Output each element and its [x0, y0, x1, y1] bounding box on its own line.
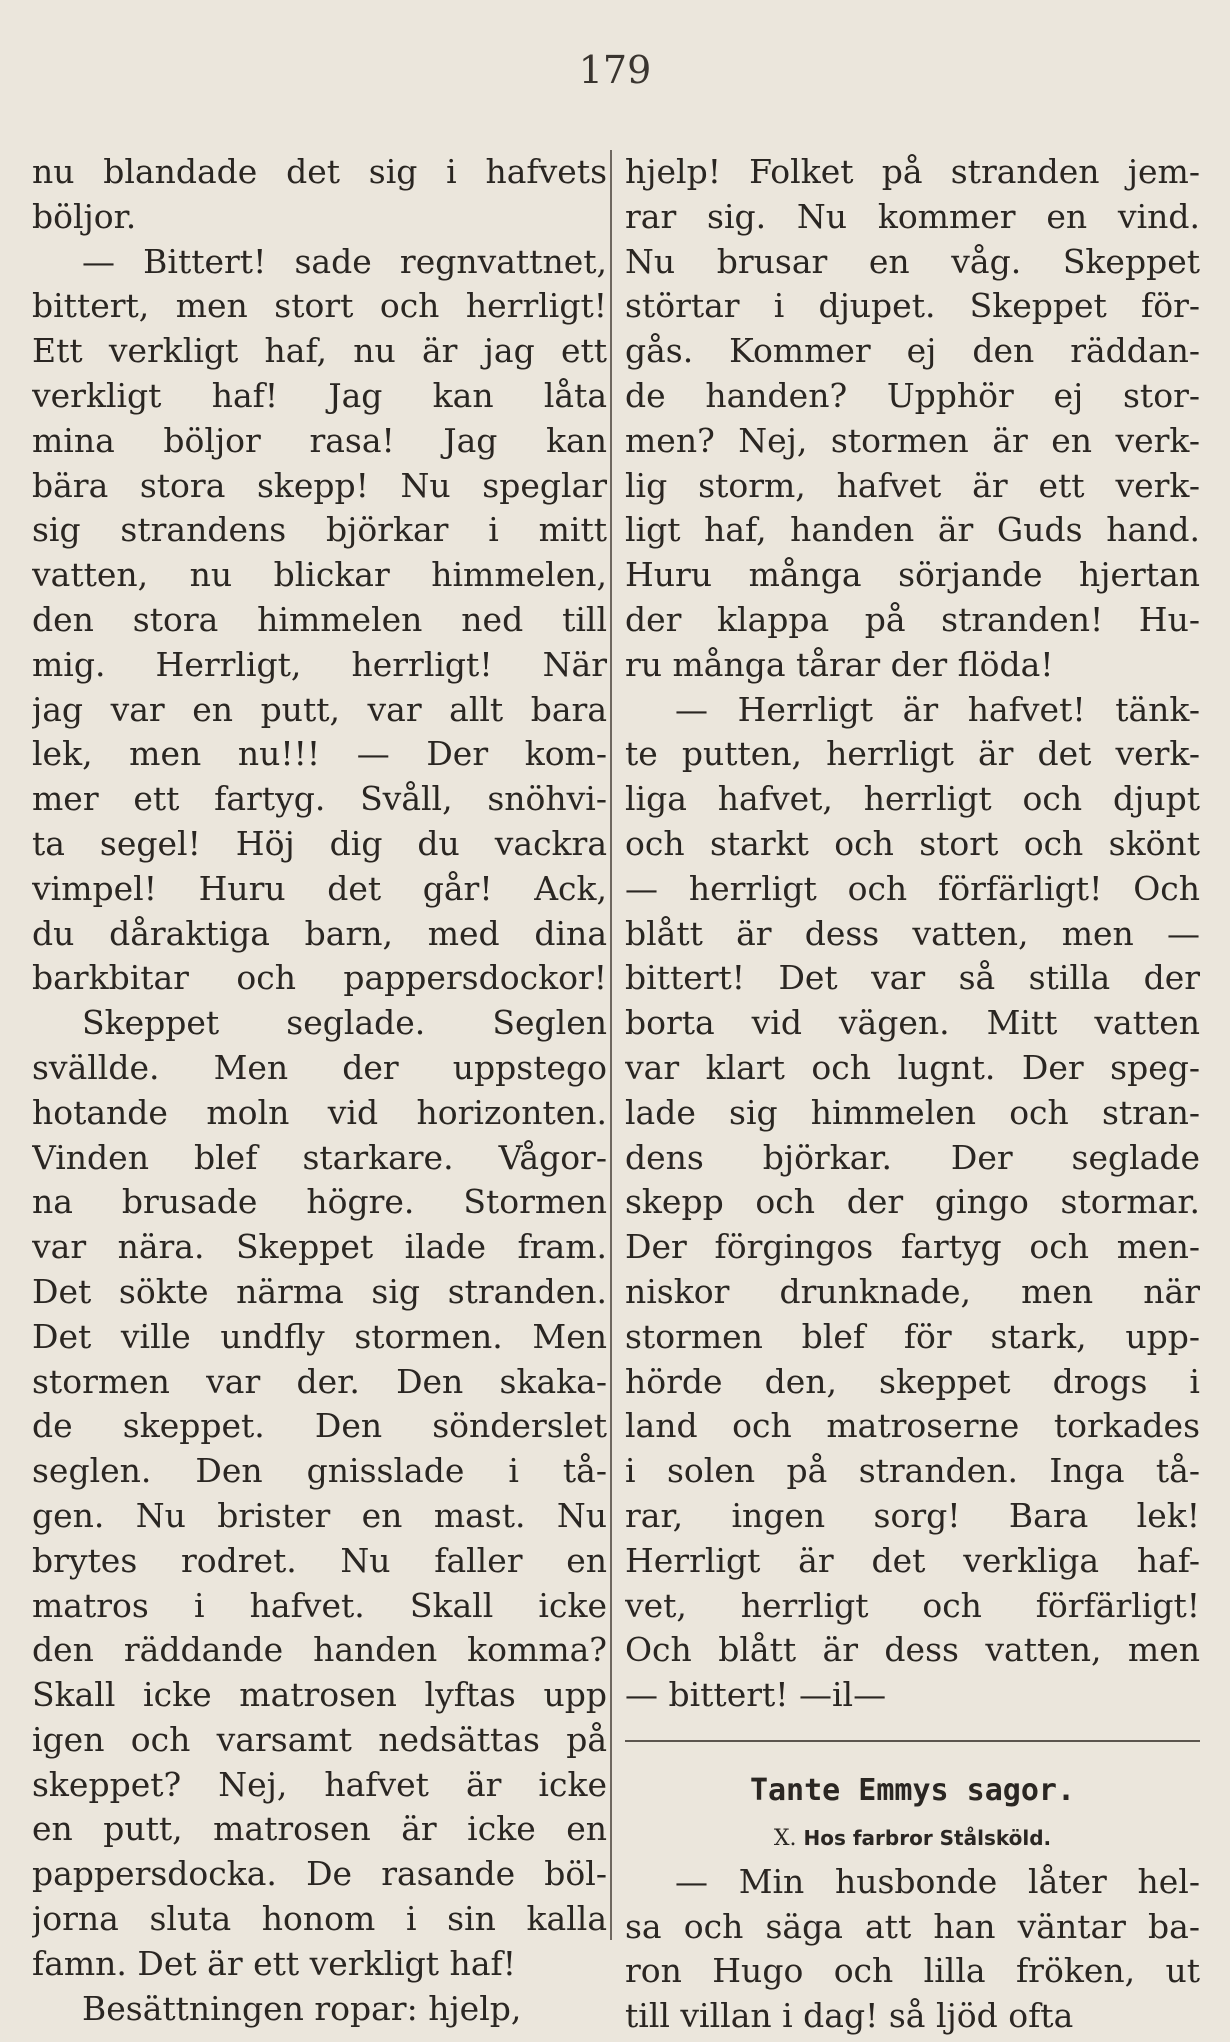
- text-line: hotande moln vid horizonten.: [32, 1092, 607, 1132]
- text-line: till villan i dag! så ljöd ofta: [625, 1996, 1074, 2036]
- chapter-number: X.: [773, 1825, 797, 1851]
- text-line: i solen på stranden. Inga tå-: [625, 1451, 1200, 1491]
- text-line: jorna sluta honom i sin kalla: [32, 1899, 607, 1939]
- text-line: niskor drunknade, men när: [625, 1271, 1200, 1311]
- text-line: svällde. Men der uppstego: [32, 1047, 607, 1087]
- text-line: ru många tårar der flöda!: [625, 644, 1054, 684]
- text-line: stormen blef för stark, upp-: [625, 1316, 1200, 1356]
- text-line: na brusade högre. Stormen: [32, 1182, 607, 1222]
- text-line: — Herrligt är hafvet! tänk-: [675, 689, 1200, 729]
- left-column: [32, 150, 607, 2031]
- text-line: mer ett fartyg. Svåll, snöhvi-: [32, 779, 607, 819]
- text-line: matros i hafvet. Skall icke: [32, 1585, 607, 1625]
- right-column: [625, 150, 1200, 2039]
- text-line: var klart och lugnt. Der speg-: [625, 1047, 1200, 1087]
- text-line: en putt, matrosen är icke en: [32, 1809, 607, 1849]
- text-line: der klappa på stranden! Hu-: [625, 599, 1200, 639]
- text-line: lig storm, hafvet är ett verk-: [625, 465, 1200, 505]
- chapter-heading: [625, 1816, 1200, 1860]
- section-separator: [625, 1740, 1200, 1742]
- text-line: vet, herrligt och förfärligt!: [625, 1585, 1200, 1625]
- text-line: nu blandade det sig i hafvets: [32, 152, 607, 191]
- text-line: Skeppet seglade. Seglen: [82, 1003, 607, 1043]
- text-line: ron Hugo och lilla fröken, ut: [625, 1951, 1200, 1991]
- text-line: rar sig. Nu kommer en vind.: [625, 196, 1200, 236]
- text-line: pappersdocka. De rasande böl-: [32, 1854, 607, 1894]
- text-line: Det ville undfly stormen. Men: [32, 1316, 607, 1356]
- right-column-text: [625, 150, 1200, 1718]
- section-title: Tante Emmys sagor.: [749, 1772, 1076, 1808]
- text-line: bittert, men stort och herrligt!: [32, 286, 607, 326]
- text-line: Och blått är dess vatten, men: [625, 1630, 1200, 1670]
- text-line: mina böljor rasa! Jag kan: [32, 420, 607, 460]
- text-line: seglen. Den gnisslade i tå-: [32, 1451, 607, 1491]
- text-line: Vinden blef starkare. Vågor-: [32, 1137, 607, 1177]
- text-line: gås. Kommer ej den räddan-: [625, 331, 1200, 371]
- text-line: lek, men nu!!! — Der kom-: [32, 734, 607, 774]
- text-line: Nu brusar en våg. Skeppet: [625, 241, 1200, 281]
- text-line: sa och säga att han väntar ba-: [625, 1906, 1200, 1946]
- text-line: borta vid vägen. Mitt vatten: [625, 1003, 1200, 1043]
- text-line: brytes rodret. Nu faller en: [32, 1540, 607, 1580]
- text-line: de skeppet. Den sönderslet: [32, 1406, 607, 1446]
- text-line: ligt haf, handen är Guds hand.: [625, 510, 1200, 550]
- text-line: stormen var der. Den skaka-: [32, 1361, 607, 1401]
- text-line: du dåraktiga barn, med dina: [32, 913, 607, 953]
- text-line: skeppet? Nej, hafvet är icke: [32, 1764, 607, 1804]
- text-line: men? Nej, stormen är en verk-: [625, 420, 1200, 460]
- text-line: Ett verkligt haf, nu är jag ett: [32, 331, 607, 371]
- text-line: skepp och der gingo stormar.: [625, 1182, 1200, 1222]
- text-line: den räddande handen komma?: [32, 1630, 607, 1670]
- text-line: — Min husbonde låter hel-: [675, 1861, 1200, 1901]
- text-line: — Bittert! sade regnvattnet,: [82, 241, 607, 281]
- text-line: ta segel! Höj dig du vackra: [32, 823, 607, 863]
- text-line: vatten, nu blickar himmelen,: [32, 555, 607, 595]
- text-line: hjelp! Folket på stranden jem-: [625, 152, 1200, 191]
- page-number: 179: [578, 48, 652, 92]
- text-line: lade sig himmelen och stran-: [625, 1092, 1200, 1132]
- text-line: rar, ingen sorg! Bara lek!: [625, 1495, 1200, 1535]
- text-line: den stora himmelen ned till: [32, 599, 607, 639]
- text-line: Skall icke matrosen lyftas upp: [32, 1675, 607, 1715]
- text-line: Der förgingos fartyg och men-: [625, 1227, 1200, 1267]
- text-line: te putten, herrligt är det verk-: [625, 734, 1200, 774]
- text-line: Herrligt är det verkliga haf-: [625, 1540, 1200, 1580]
- text-line: dens björkar. Der seglade: [625, 1137, 1200, 1177]
- text-line: var nära. Skeppet ilade fram.: [32, 1227, 607, 1267]
- text-line: famn. Det är ett verkligt haf!: [32, 1943, 516, 1983]
- text-line: de handen? Upphör ej stor-: [625, 375, 1200, 415]
- text-line: sig strandens björkar i mitt: [32, 510, 607, 550]
- text-line: vimpel! Huru det går! Ack,: [32, 868, 607, 908]
- text-line: störtar i djupet. Skeppet för-: [625, 286, 1200, 326]
- text-line: blått är dess vatten, men —: [625, 913, 1200, 953]
- text-line: — bittert! —il—: [625, 1675, 887, 1715]
- text-line: Besättningen ropar: hjelp,: [82, 1988, 522, 2028]
- text-line: jag var en putt, var allt bara: [32, 689, 607, 729]
- text-line: verkligt haf! Jag kan låta: [32, 375, 607, 415]
- text-line: liga hafvet, herrligt och djupt: [625, 779, 1200, 819]
- text-line: hörde den, skeppet drogs i: [625, 1361, 1200, 1401]
- text-line: Huru många sörjande hjertan: [625, 555, 1200, 595]
- text-line: böljor.: [32, 196, 137, 236]
- text-line: gen. Nu brister en mast. Nu: [32, 1495, 607, 1535]
- text-line: Det sökte närma sig stranden.: [32, 1271, 607, 1311]
- text-line: bära stora skepp! Nu speglar: [32, 465, 607, 505]
- text-line: mig. Herrligt, herrligt! När: [32, 644, 607, 684]
- text-line: barkbitar och pappersdockor!: [32, 958, 607, 998]
- text-line: — herrligt och förfärligt! Och: [625, 868, 1200, 908]
- chapter-text: [625, 1860, 1200, 2039]
- text-line: land och matroserne torkades: [625, 1406, 1200, 1446]
- text-line: bittert! Det var så stilla der: [625, 958, 1200, 998]
- column-divider: [610, 150, 612, 1940]
- text-line: och starkt och stort och skönt: [625, 823, 1200, 863]
- text-line: igen och varsamt nedsättas på: [32, 1719, 607, 1759]
- chapter-title: Hos farbror Stålsköld.: [803, 1825, 1052, 1850]
